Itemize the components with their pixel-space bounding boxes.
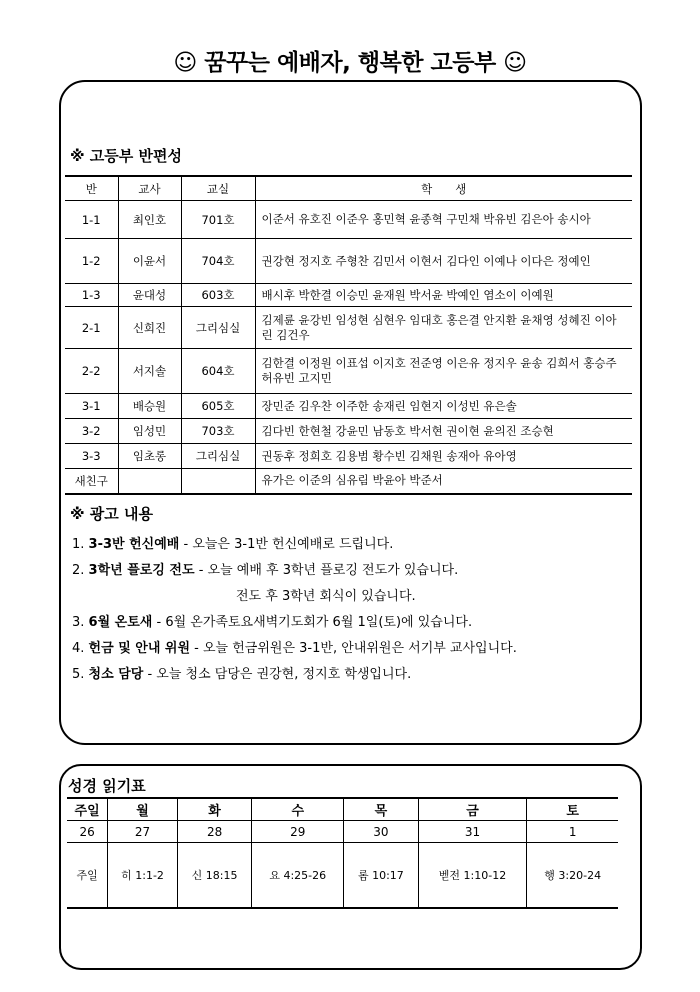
announcement-item xyxy=(72,532,517,558)
announcement-heading: 3학년 플로깅 전도 xyxy=(88,563,195,578)
room-cell: 604호 xyxy=(181,349,255,394)
announcement-number: 5. xyxy=(72,667,85,682)
day-cell: 토 xyxy=(527,798,618,821)
class-cell: 3-2 xyxy=(65,419,118,444)
students-cell: 유가은 이준의 심유림 박윤아 박준서 xyxy=(255,469,632,494)
announcement-heading: 헌금 및 안내 위원 xyxy=(88,641,191,656)
day-cell: 금 xyxy=(418,798,527,821)
reading-cell: 벧전 1:10-12 xyxy=(418,843,527,909)
class-cell: 3-3 xyxy=(65,444,118,469)
announcement-text: - 6월 온가족토요새벽기도회가 6월 1일(토)에 있습니다. xyxy=(152,615,473,630)
room-cell: 701호 xyxy=(181,201,255,239)
room-cell: 605호 xyxy=(181,394,255,419)
date-cell: 27 xyxy=(108,821,178,843)
table-header-row xyxy=(65,176,632,201)
table-row xyxy=(65,469,632,494)
header-teacher: 교사 xyxy=(118,176,181,201)
students-cell: 김한결 이정원 이표섭 이지호 전준영 이은유 정지우 윤송 김희서 홍승주 허유빈 고지민 xyxy=(255,349,632,394)
announcement-item xyxy=(72,610,517,636)
room-cell: 그리심실 xyxy=(181,444,255,469)
header-students: 학 생 xyxy=(255,176,632,201)
students-cell: 김다빈 한현철 강윤민 남동호 박서현 권이현 윤의진 조승현 xyxy=(255,419,632,444)
announcement-text: - 오늘 청소 담당은 권강현, 정지호 학생입니다. xyxy=(143,667,412,682)
teacher-cell: 최인호 xyxy=(118,201,181,239)
room-cell: 603호 xyxy=(181,284,255,307)
class-cell: 3-1 xyxy=(65,394,118,419)
class-section-title: ※ 고등부 반편성 xyxy=(70,147,182,165)
header-room: 교실 xyxy=(181,176,255,201)
class-cell: 새친구 xyxy=(65,469,118,494)
header-class: 반 xyxy=(65,176,118,201)
bible-section-title: 성경 읽기표 xyxy=(68,777,146,795)
day-cell: 수 xyxy=(252,798,344,821)
teacher-cell: 임초롱 xyxy=(118,444,181,469)
teacher-cell: 윤대성 xyxy=(118,284,181,307)
teacher-cell: 배승원 xyxy=(118,394,181,419)
announcement-text: - 오늘은 3-1반 헌신예배로 드립니다. xyxy=(179,537,394,552)
announcement-item xyxy=(72,558,517,584)
day-cell: 주일 xyxy=(67,798,108,821)
date-cell: 26 xyxy=(67,821,108,843)
announcement-number: 4. xyxy=(72,641,85,656)
announcement-number: 3. xyxy=(72,615,85,630)
reading-cell: 주일 xyxy=(67,843,108,909)
day-cell: 목 xyxy=(344,798,418,821)
students-cell: 권동후 정희호 김용범 황수빈 김채원 송재아 유아영 xyxy=(255,444,632,469)
students-cell: 김제륜 윤강빈 임성현 심현우 임대호 홍은결 안지환 윤채영 성혜진 이아린 김건우 xyxy=(255,307,632,349)
announcement-number: 1. xyxy=(72,537,85,552)
class-cell: 1-1 xyxy=(65,201,118,239)
announcement-item xyxy=(72,636,517,662)
announcement-list xyxy=(72,532,517,688)
announcement-text: - 오늘 예배 후 3학년 플로깅 전도가 있습니다. xyxy=(194,563,459,578)
day-header-row xyxy=(67,798,618,821)
students-cell: 권강현 정지호 주형찬 김민서 이현서 김다인 이예나 이다은 정예인 xyxy=(255,239,632,284)
students-cell: 장민준 김우찬 이주한 송재린 임현지 이성빈 유은솔 xyxy=(255,394,632,419)
table-row xyxy=(65,444,632,469)
students-cell: 배시후 박한결 이승민 윤재원 박서윤 박예인 염소이 이예원 xyxy=(255,284,632,307)
reading-cell: 롬 10:17 xyxy=(344,843,418,909)
day-cell: 화 xyxy=(177,798,251,821)
teacher-cell: 신희진 xyxy=(118,307,181,349)
room-cell: 703호 xyxy=(181,419,255,444)
day-cell: 월 xyxy=(108,798,178,821)
page-title: ☺ 꿈꾸는 예배자, 행복한 고등부 ☺ xyxy=(173,50,527,76)
date-row xyxy=(67,821,618,843)
announcement-number: 2. xyxy=(72,563,85,578)
date-cell: 29 xyxy=(252,821,344,843)
announcement-continuation: 전도 후 3학년 회식이 있습니다. xyxy=(236,589,416,604)
reading-cell: 신 18:15 xyxy=(177,843,251,909)
class-assignment-table xyxy=(65,175,632,495)
date-cell: 1 xyxy=(527,821,618,843)
class-cell: 1-2 xyxy=(65,239,118,284)
announcement-heading: 6월 온토새 xyxy=(88,615,153,630)
ads-section-title: ※ 광고 내용 xyxy=(70,505,153,523)
table-row xyxy=(65,284,632,307)
table-row xyxy=(65,419,632,444)
class-cell: 2-1 xyxy=(65,307,118,349)
students-cell: 이준서 유호진 이준우 홍민혁 윤종혁 구민채 박유빈 김은아 송시아 xyxy=(255,201,632,239)
room-cell xyxy=(181,469,255,494)
teacher-cell xyxy=(118,469,181,494)
announcement-text: - 오늘 헌금위원은 3-1반, 안내위원은 서기부 교사입니다. xyxy=(190,641,517,656)
table-row xyxy=(65,349,632,394)
table-row xyxy=(65,239,632,284)
reading-cell: 히 1:1-2 xyxy=(108,843,178,909)
announcement-heading: 3-3반 헌신예배 xyxy=(88,537,180,552)
reading-cell: 요 4:25-26 xyxy=(252,843,344,909)
table-row xyxy=(65,307,632,349)
bible-reading-table xyxy=(67,797,618,909)
date-cell: 30 xyxy=(344,821,418,843)
class-cell: 2-2 xyxy=(65,349,118,394)
teacher-cell: 임성민 xyxy=(118,419,181,444)
room-cell: 704호 xyxy=(181,239,255,284)
reading-cell: 행 3:20-24 xyxy=(527,843,618,909)
date-cell: 28 xyxy=(177,821,251,843)
table-row xyxy=(65,394,632,419)
announcement-item xyxy=(72,662,517,688)
reading-row xyxy=(67,843,618,909)
date-cell: 31 xyxy=(418,821,527,843)
teacher-cell: 서지솔 xyxy=(118,349,181,394)
teacher-cell: 이윤서 xyxy=(118,239,181,284)
class-cell: 1-3 xyxy=(65,284,118,307)
room-cell: 그리심실 xyxy=(181,307,255,349)
announcement-heading: 청소 담당 xyxy=(88,667,144,682)
table-row xyxy=(65,201,632,239)
